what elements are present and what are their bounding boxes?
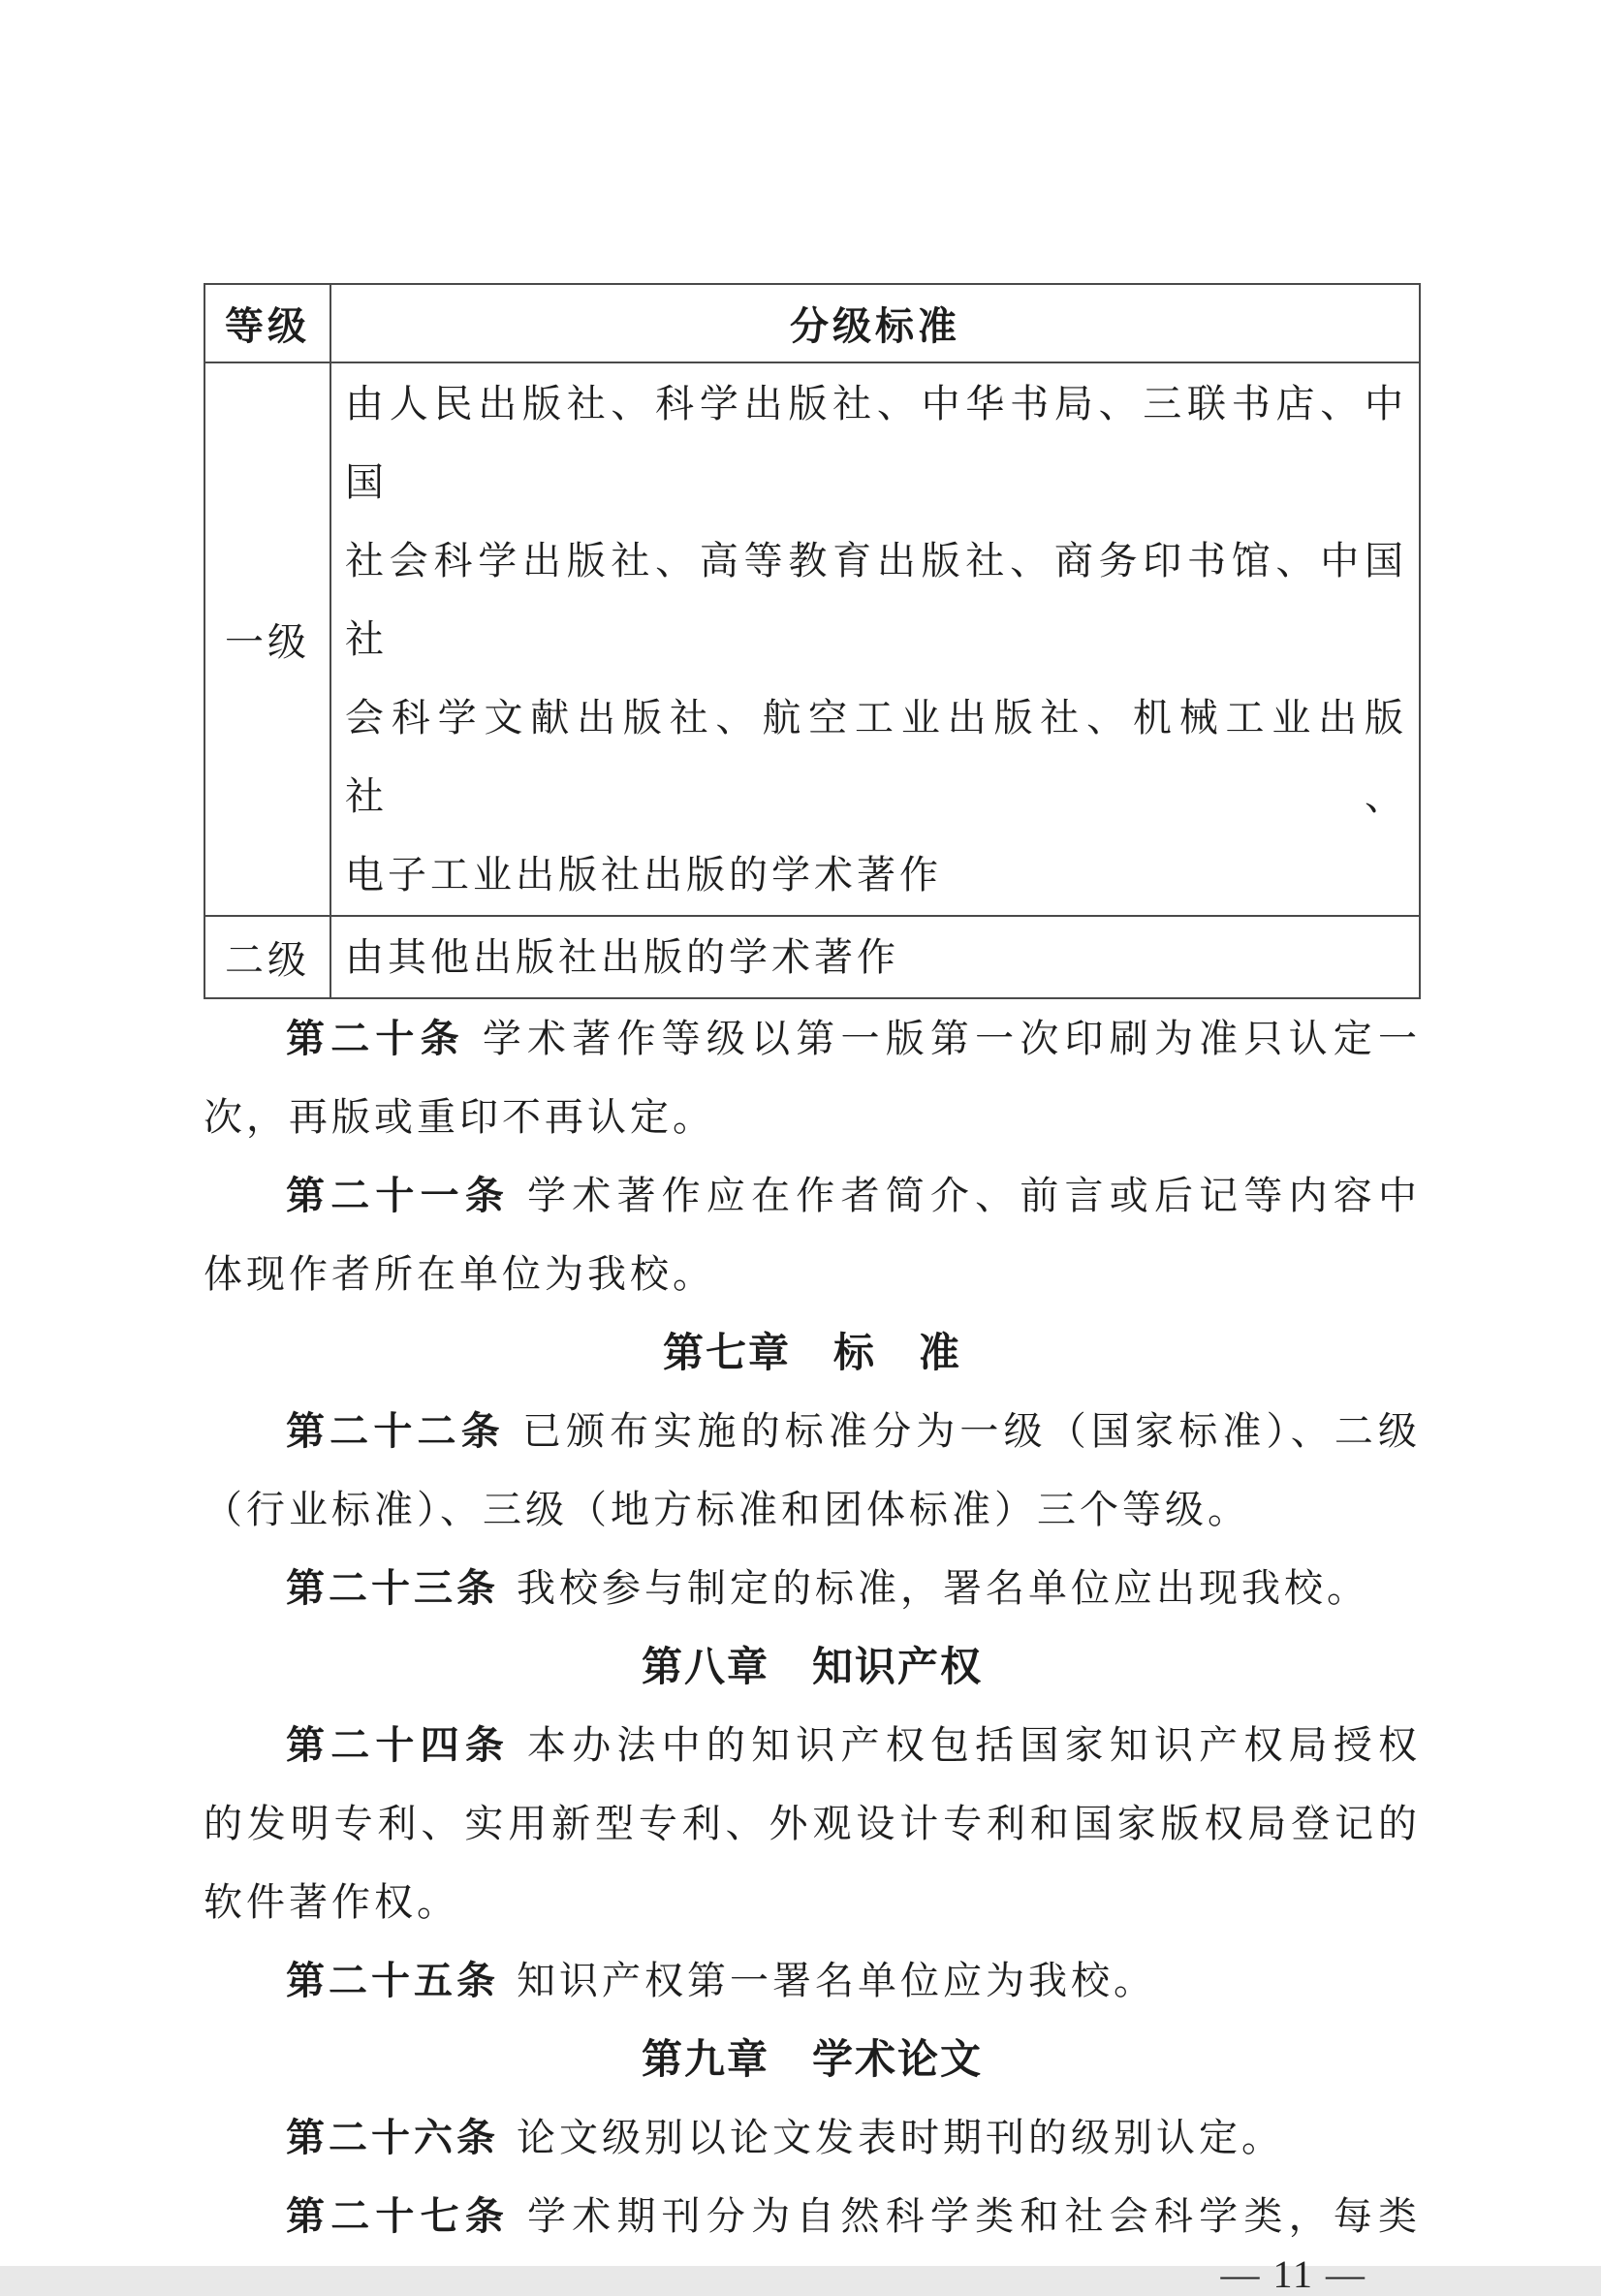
grade-table xyxy=(204,283,1421,999)
article-line xyxy=(204,999,1421,1078)
criteria-line: 社会科学出版社、高等教育出版社、商务印书馆、中国社 xyxy=(345,539,1407,661)
chapter-heading: 第九章 学术论文 xyxy=(641,2036,983,2082)
article-text: 我校参与制定的标准，署名单位应出现我校。 xyxy=(517,1566,1369,1610)
chapter-heading: 第七章 标 准 xyxy=(662,1330,961,1375)
table-row xyxy=(204,916,1420,998)
criteria-line: 电子工业出版社出版的学术著作 xyxy=(345,853,942,896)
article-number: 第二十六条 xyxy=(286,2116,499,2159)
article-line xyxy=(204,1549,1421,1627)
chapter-heading: 第八章 知识产权 xyxy=(641,1644,983,1689)
document-content xyxy=(204,283,1421,2294)
article-text: （行业标准）、三级（地方标准和团体标准）三个等级。 xyxy=(204,1488,1250,1531)
article-text: 软件著作权。 xyxy=(204,1880,459,1924)
article-line xyxy=(204,1863,1421,1941)
article-line xyxy=(204,1784,1421,1863)
article-line xyxy=(204,1156,1421,1235)
article-number: 第二十三条 xyxy=(286,1566,499,1610)
criteria-line: 会科学文献出版社、航空工业出版社、机械工业出版社、 xyxy=(345,696,1407,818)
criteria-cell xyxy=(330,362,1420,916)
article-text: 知识产权第一署名单位应为我校。 xyxy=(517,1959,1156,2002)
article-line xyxy=(204,2098,1421,2177)
article-number: 第二十一条 xyxy=(286,1174,511,1217)
article-line xyxy=(204,1941,1421,2020)
article-text: 学术期刊分为自然科学类和社会科学类，每类 xyxy=(527,2194,1422,2238)
article-text: 本办法中的知识产权包括国家知识产权局授权 xyxy=(527,1723,1422,1767)
article-line xyxy=(204,1392,1421,1470)
table-header-row xyxy=(204,284,1420,362)
criteria-line: 由人民出版社、科学出版社、中华书局、三联书店、中国 xyxy=(345,382,1407,504)
grade-cell: 二级 xyxy=(204,916,330,998)
article-text: 体现作者所在单位为我校。 xyxy=(204,1252,715,1296)
page-number: — 11 — xyxy=(1220,2252,1366,2296)
article-text: 已颁布实施的标准分为一级（国家标准）、二级 xyxy=(521,1409,1422,1453)
article-text: 学术著作应在作者简介、前言或后记等内容中 xyxy=(527,1174,1422,1217)
article-line xyxy=(204,1235,1421,1313)
grade-cell: 一级 xyxy=(204,362,330,916)
article-line xyxy=(204,1470,1421,1549)
article-text: 论文级别以论文发表时期刊的级别认定。 xyxy=(517,2116,1284,2159)
article-number: 第二十七条 xyxy=(286,2194,511,2238)
article-number: 第二十五条 xyxy=(286,1959,499,2002)
article-number: 第二十条 xyxy=(286,1017,465,1060)
article-number: 第二十四条 xyxy=(286,1723,511,1767)
article-text: 次，再版或重印不再认定。 xyxy=(204,1095,715,1139)
criteria-cell xyxy=(330,916,1420,998)
article-line xyxy=(204,1706,1421,1784)
article-text: 的发明专利、实用新型专利、外观设计专利和国家版权局登记的 xyxy=(204,1802,1421,1845)
article-line xyxy=(204,2177,1421,2255)
article-line xyxy=(204,1078,1421,1156)
article-body xyxy=(204,999,1421,2255)
article-text: 学术著作等级以第一版第一次印刷为准只认定一 xyxy=(482,1017,1422,1060)
table-header-criteria: 分级标准 xyxy=(330,284,1420,362)
criteria-line: 由其他出版社出版的学术著作 xyxy=(345,935,899,979)
table-header-grade: 等级 xyxy=(204,284,330,362)
table-row xyxy=(204,362,1420,916)
article-number: 第二十二条 xyxy=(286,1409,505,1453)
